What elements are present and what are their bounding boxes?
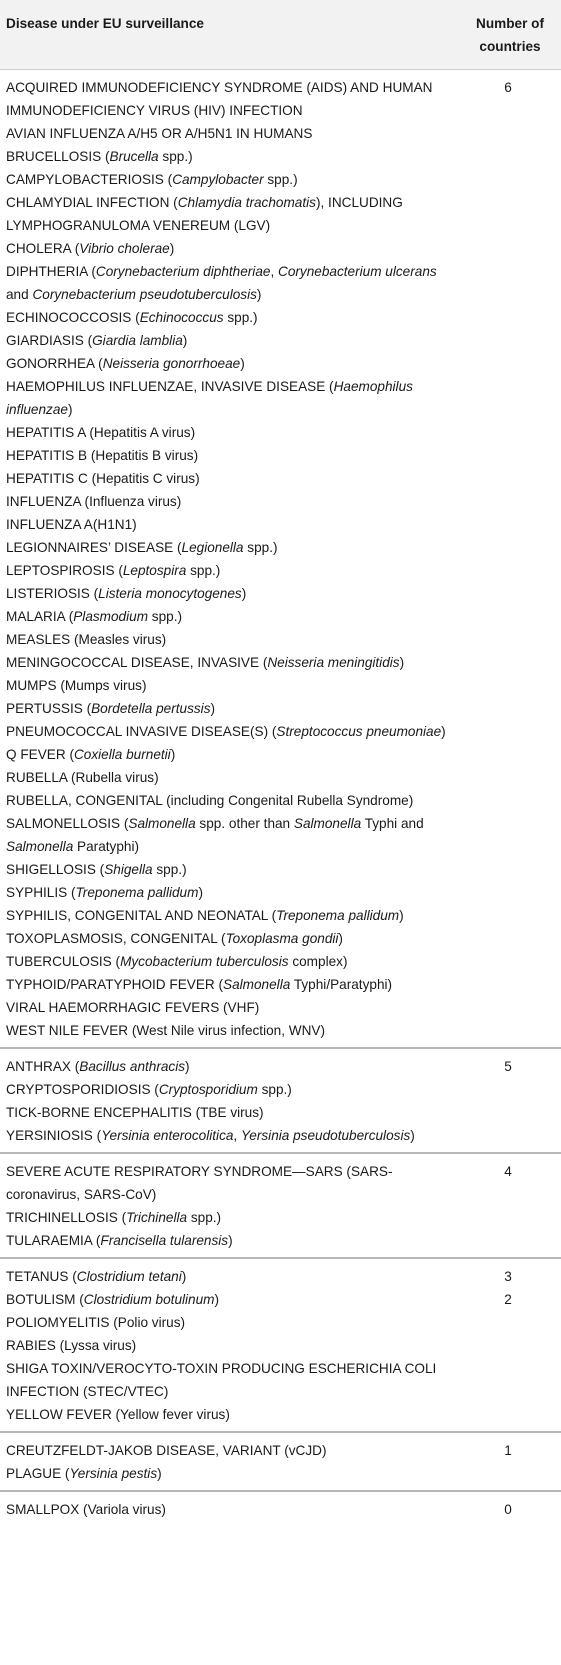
pathogen-name: Toxoplasma gondii xyxy=(225,931,339,946)
table-row xyxy=(0,1258,561,1288)
country-count xyxy=(459,467,561,490)
disease-cell xyxy=(0,168,459,191)
country-count xyxy=(459,1403,561,1432)
country-count xyxy=(459,858,561,881)
country-count xyxy=(459,743,561,766)
disease-text: BOTULISM ( xyxy=(6,1292,84,1307)
pathogen-name: Neisseria gonorrhoeae xyxy=(102,356,241,371)
table-row xyxy=(0,1311,561,1334)
disease-cell xyxy=(0,605,459,628)
disease-text: YELLOW FEVER (Yellow fever virus) xyxy=(6,1407,230,1422)
disease-text: SMALLPOX (Variola virus) xyxy=(6,1502,166,1517)
disease-cell xyxy=(0,720,459,743)
disease-cell xyxy=(0,513,459,536)
disease-text: ) xyxy=(214,1292,220,1307)
disease-text: ) xyxy=(399,908,404,923)
country-count xyxy=(459,352,561,375)
country-count xyxy=(459,237,561,260)
table-row xyxy=(0,1432,561,1462)
disease-cell xyxy=(0,421,459,444)
disease-cell xyxy=(0,260,459,306)
country-count xyxy=(459,904,561,927)
table-row xyxy=(0,1403,561,1432)
table-row xyxy=(0,306,561,329)
disease-text: spp.) xyxy=(187,1210,222,1225)
country-count xyxy=(459,697,561,720)
disease-text: HAEMOPHILUS INFLUENZAE, INVASIVE DISEASE ( xyxy=(6,379,334,394)
table-row xyxy=(0,651,561,674)
disease-text: ) xyxy=(256,287,262,302)
country-count: 0 xyxy=(504,1502,512,1517)
disease-text: TRICHINELLOSIS ( xyxy=(6,1210,127,1225)
pathogen-name: Yersinia pestis xyxy=(69,1466,158,1481)
table-row xyxy=(0,996,561,1019)
disease-text: TYPHOID/PARATYPHOID FEVER ( xyxy=(6,977,224,992)
disease-cell xyxy=(0,927,459,950)
pathogen-name: Plasmodium xyxy=(73,609,149,624)
table-row xyxy=(0,927,561,950)
disease-text: ) xyxy=(441,724,446,739)
table-row xyxy=(0,674,561,697)
disease-text: LISTERIOSIS ( xyxy=(6,586,99,601)
country-count xyxy=(459,260,561,306)
disease-text: RABIES (Lyssa virus) xyxy=(6,1338,137,1353)
country-count xyxy=(459,168,561,191)
table-row xyxy=(0,467,561,490)
disease-text: Q FEVER ( xyxy=(6,747,74,762)
table-row xyxy=(0,605,561,628)
disease-text: MALARIA ( xyxy=(6,609,74,624)
disease-text: TETANUS ( xyxy=(6,1269,77,1284)
disease-cell xyxy=(0,237,459,260)
disease-cell xyxy=(0,881,459,904)
pathogen-name: Salmonella xyxy=(223,977,291,992)
disease-text: ) xyxy=(182,333,188,348)
table-row xyxy=(0,444,561,467)
table-row xyxy=(0,789,561,812)
country-count xyxy=(459,996,561,1019)
pathogen-name: Clostridium botulinum xyxy=(83,1292,215,1307)
disease-text: ) xyxy=(410,1128,415,1143)
disease-cell xyxy=(0,904,459,927)
pathogen-name: Streptococcus pneumoniae xyxy=(276,724,442,739)
disease-cell xyxy=(0,1357,459,1403)
pathogen-name: Giardia lamblia xyxy=(92,333,183,348)
disease-cell xyxy=(0,674,459,697)
disease-text: SHIGELLOSIS ( xyxy=(6,862,105,877)
table-row xyxy=(0,1357,561,1403)
disease-text: VIRAL HAEMORRHAGIC FEVERS (VHF) xyxy=(6,1000,260,1015)
disease-text: RUBELLA (Rubella virus) xyxy=(6,770,159,785)
country-count xyxy=(459,1206,561,1229)
country-count xyxy=(459,720,561,743)
disease-text: TOXOPLASMOSIS, CONGENITAL ( xyxy=(6,931,226,946)
disease-cell xyxy=(0,1258,459,1288)
disease-cell xyxy=(0,1048,459,1078)
table-row xyxy=(0,973,561,996)
country-count xyxy=(459,628,561,651)
disease-cell xyxy=(0,490,459,513)
disease-text: spp.) xyxy=(152,862,187,877)
disease-text: GONORRHEA ( xyxy=(6,356,103,371)
pathogen-name: Legionella xyxy=(181,540,244,555)
disease-cell xyxy=(0,766,459,789)
disease-text: WEST NILE FEVER (West Nile virus infection, WNV) xyxy=(6,1023,326,1038)
disease-cell xyxy=(0,70,459,123)
disease-cell xyxy=(0,375,459,421)
disease-cell xyxy=(0,536,459,559)
disease-cell xyxy=(0,1432,459,1462)
disease-cell xyxy=(0,1019,459,1048)
disease-text: YERSINIOSIS ( xyxy=(6,1128,102,1143)
disease-text: CREUTZFELDT-JAKOB DISEASE, VARIANT (vCJD) xyxy=(6,1443,327,1458)
disease-text: spp. other than xyxy=(195,816,294,831)
disease-cell xyxy=(0,1206,459,1229)
disease-cell xyxy=(0,1229,459,1258)
disease-text: INFLUENZA A(H1N1) xyxy=(6,517,137,532)
country-count xyxy=(459,122,561,145)
disease-text: , xyxy=(270,264,279,279)
disease-text: PERTUSSIS ( xyxy=(6,701,92,716)
pathogen-name: Salmonella xyxy=(6,839,74,854)
table-header xyxy=(0,0,561,70)
country-count xyxy=(459,329,561,352)
country-count xyxy=(459,1124,561,1153)
disease-text: SYPHILIS, CONGENITAL AND NEONATAL ( xyxy=(6,908,277,923)
disease-text: ANTHRAX ( xyxy=(6,1059,80,1074)
country-count xyxy=(459,536,561,559)
disease-text: HEPATITIS C (Hepatitis C virus) xyxy=(6,471,200,486)
pathogen-name: Salmonella xyxy=(293,816,362,831)
country-count xyxy=(459,444,561,467)
table-row xyxy=(0,697,561,720)
country-count xyxy=(459,559,561,582)
disease-text: MENINGOCOCCAL DISEASE, INVASIVE ( xyxy=(6,655,268,670)
table-row xyxy=(0,1048,561,1078)
disease-text: ) xyxy=(170,747,176,762)
disease-text: ECHINOCOCCOSIS ( xyxy=(6,310,140,325)
disease-cell xyxy=(0,122,459,145)
disease-cell xyxy=(0,1124,459,1153)
disease-text: HEPATITIS B (Hepatitis B virus) xyxy=(6,448,199,463)
table-row xyxy=(0,812,561,858)
disease-text: RUBELLA, CONGENITAL (including Congenital Rubella Syndrome) xyxy=(6,793,414,808)
table-row xyxy=(0,122,561,145)
disease-text: SHIGA TOXIN/VEROCYTO-TOXIN PRODUCING ESCHERICHIA COLI INFECTION (STEC/VTEC) xyxy=(6,1361,437,1399)
table-row xyxy=(0,881,561,904)
country-count xyxy=(459,950,561,973)
pathogen-name: Bordetella pertussis xyxy=(91,701,211,716)
header-disease: Disease under EU surveillance xyxy=(6,16,204,31)
table-row xyxy=(0,260,561,306)
country-count xyxy=(459,1311,561,1334)
pathogen-name: Corynebacterium diphtheriae xyxy=(95,264,271,279)
disease-text: MEASLES (Measles virus) xyxy=(6,632,167,647)
table-row xyxy=(0,766,561,789)
group-1-countries xyxy=(0,1432,561,1491)
disease-text: GIARDIASIS ( xyxy=(6,333,93,348)
country-count xyxy=(459,490,561,513)
disease-cell xyxy=(0,1288,459,1311)
country-count xyxy=(459,375,561,421)
country-count xyxy=(459,973,561,996)
pathogen-name: Yersinia enterocolitica xyxy=(101,1128,234,1143)
table-row xyxy=(0,1462,561,1491)
group-4-countries xyxy=(0,1153,561,1258)
disease-text: PLAGUE ( xyxy=(6,1466,70,1481)
country-count xyxy=(459,306,561,329)
disease-cell xyxy=(0,444,459,467)
disease-cell xyxy=(0,191,459,237)
pathogen-name: Bacillus anthracis xyxy=(79,1059,186,1074)
disease-text: spp.) xyxy=(158,149,193,164)
table-row xyxy=(0,329,561,352)
table-row xyxy=(0,1153,561,1206)
country-count xyxy=(459,789,561,812)
table-row xyxy=(0,1078,561,1101)
pathogen-name: Corynebacterium pseudotuberculosis xyxy=(32,287,257,302)
disease-text: MUMPS (Mumps virus) xyxy=(6,678,147,693)
disease-text: CHOLERA ( xyxy=(6,241,80,256)
disease-cell xyxy=(0,950,459,973)
disease-cell xyxy=(0,973,459,996)
table-row xyxy=(0,168,561,191)
disease-text: SEVERE ACUTE RESPIRATORY SYNDROME—SARS (SARS-coronavirus, SARS-CoV) xyxy=(6,1164,393,1202)
disease-text: spp.) xyxy=(257,1082,292,1097)
country-count xyxy=(459,605,561,628)
country-count xyxy=(459,881,561,904)
pathogen-name: Yersinia pseudotuberculosis xyxy=(240,1128,411,1143)
pathogen-name: Echinococcus xyxy=(139,310,224,325)
country-count: 6 xyxy=(504,80,512,95)
disease-cell xyxy=(0,467,459,490)
country-count xyxy=(459,582,561,605)
disease-cell xyxy=(0,628,459,651)
table-row xyxy=(0,145,561,168)
country-count: 5 xyxy=(504,1059,512,1074)
pathogen-name: Vibrio cholerae xyxy=(79,241,170,256)
table-row xyxy=(0,352,561,375)
country-count xyxy=(459,927,561,950)
table-row xyxy=(0,1229,561,1258)
country-count xyxy=(459,766,561,789)
pathogen-name: Neisseria meningitidis xyxy=(267,655,400,670)
disease-cell xyxy=(0,743,459,766)
table-row xyxy=(0,375,561,421)
disease-text: ) xyxy=(399,655,405,670)
group-5-countries xyxy=(0,1048,561,1153)
disease-cell xyxy=(0,1101,459,1124)
pathogen-name: Francisella tularensis xyxy=(100,1233,229,1248)
table-row xyxy=(0,1124,561,1153)
country-count xyxy=(459,421,561,444)
table-row xyxy=(0,237,561,260)
table-row xyxy=(0,628,561,651)
table-row xyxy=(0,70,561,123)
country-count xyxy=(459,513,561,536)
table-row xyxy=(0,950,561,973)
disease-cell xyxy=(0,1403,459,1432)
country-count xyxy=(459,812,561,858)
disease-text: ) xyxy=(157,1466,162,1481)
disease-text: and xyxy=(6,287,33,302)
table-row xyxy=(0,191,561,237)
disease-cell xyxy=(0,1462,459,1491)
disease-text: ) xyxy=(338,931,343,946)
table-row xyxy=(0,536,561,559)
disease-cell xyxy=(0,582,459,605)
pathogen-name: Shigella xyxy=(104,862,153,877)
country-count xyxy=(459,191,561,237)
pathogen-name: Corynebacterium ulcerans xyxy=(278,264,437,279)
country-count: 3 xyxy=(504,1269,512,1284)
disease-text: Paratyphi) xyxy=(73,839,139,854)
disease-text: POLIOMYELITIS (Polio virus) xyxy=(6,1315,186,1330)
disease-cell xyxy=(0,812,459,858)
disease-text: ) xyxy=(240,356,245,371)
country-count xyxy=(459,1019,561,1048)
disease-cell xyxy=(0,858,459,881)
disease-text: ) xyxy=(185,1059,190,1074)
pathogen-name: Salmonella xyxy=(128,816,196,831)
pathogen-name: Mycobacterium tuberculosis xyxy=(120,954,289,969)
disease-text: TICK-BORNE ENCEPHALITIS (TBE virus) xyxy=(6,1105,264,1120)
disease-cell xyxy=(0,789,459,812)
disease-text: LEPTOSPIROSIS ( xyxy=(6,563,123,578)
disease-cell xyxy=(0,1153,459,1206)
disease-cell xyxy=(0,1078,459,1101)
disease-text: ) xyxy=(210,701,216,716)
disease-text: INFLUENZA (Influenza virus) xyxy=(6,494,182,509)
disease-text: spp.) xyxy=(223,310,258,325)
header-number-of-countries: Number of countries xyxy=(476,16,544,54)
disease-cell xyxy=(0,352,459,375)
group-3-countries xyxy=(0,1258,561,1432)
disease-cell xyxy=(0,996,459,1019)
country-count: 2 xyxy=(504,1292,512,1307)
disease-text: spp.) xyxy=(263,172,298,187)
disease-cell xyxy=(0,145,459,168)
table-row xyxy=(0,1288,561,1311)
table-row xyxy=(0,559,561,582)
header-row xyxy=(0,0,561,70)
disease-text: CHLAMYDIAL INFECTION ( xyxy=(6,195,178,210)
pathogen-name: Listeria monocytogenes xyxy=(98,586,242,601)
disease-text: spp.) xyxy=(148,609,183,624)
disease-text: DIPHTHERIA ( xyxy=(6,264,96,279)
table-row xyxy=(0,421,561,444)
disease-text: ) xyxy=(198,885,203,900)
disease-text: Typhi/Paratyphi) xyxy=(290,977,393,992)
country-count xyxy=(459,145,561,168)
country-count xyxy=(459,1078,561,1101)
pathogen-name: Leptospira xyxy=(122,563,187,578)
pathogen-name: Cryptosporidium xyxy=(158,1082,258,1097)
country-count xyxy=(459,651,561,674)
table-row xyxy=(0,1491,561,1526)
group-6-countries xyxy=(0,70,561,1049)
disease-text: ACQUIRED IMMUNODEFICIENCY SYNDROME (AIDS) AND HUMAN IMMUNODEFICIENCY VIRUS (HIV) INFECTION xyxy=(6,80,433,118)
disease-text: SYPHILIS ( xyxy=(6,885,76,900)
disease-text: ) xyxy=(169,241,175,256)
disease-text: spp.) xyxy=(186,563,221,578)
table-row xyxy=(0,513,561,536)
disease-text: HEPATITIS A (Hepatitis A virus) xyxy=(6,425,196,440)
table-row xyxy=(0,904,561,927)
pathogen-name: Haemophilus influenzae xyxy=(6,379,413,417)
country-count xyxy=(459,1462,561,1491)
pathogen-name: Clostridium tetani xyxy=(76,1269,182,1284)
country-count xyxy=(459,1334,561,1357)
disease-text: SALMONELLOSIS ( xyxy=(6,816,129,831)
table-row xyxy=(0,720,561,743)
country-count xyxy=(459,674,561,697)
country-count xyxy=(459,1229,561,1258)
disease-text: ) xyxy=(181,1269,187,1284)
country-count: 1 xyxy=(504,1443,512,1458)
disease-text: LEGIONNAIRES’ DISEASE ( xyxy=(6,540,182,555)
disease-text: AVIAN INFLUENZA A/H5 OR A/H5N1 IN HUMANS xyxy=(6,126,313,141)
table-row xyxy=(0,490,561,513)
disease-cell xyxy=(0,1491,459,1526)
disease-text: TULARAEMIA ( xyxy=(6,1233,101,1248)
country-count xyxy=(459,1357,561,1403)
disease-text: CAMPYLOBACTERIOSIS ( xyxy=(6,172,173,187)
disease-cell xyxy=(0,1311,459,1334)
pathogen-name: Chlamydia trachomatis xyxy=(177,195,316,210)
disease-cell xyxy=(0,306,459,329)
disease-text: ) xyxy=(67,402,73,417)
table-row xyxy=(0,1101,561,1124)
disease-text: , xyxy=(233,1128,241,1143)
country-count: 4 xyxy=(504,1164,512,1179)
disease-text: ), INCLUDING LYMPHOGRANULOMA VENEREUM (LGV) xyxy=(6,195,403,233)
table-row xyxy=(0,582,561,605)
disease-cell xyxy=(0,559,459,582)
pathogen-name: Campylobacter xyxy=(172,172,264,187)
disease-text: PNEUMOCOCCAL INVASIVE DISEASE(S) ( xyxy=(6,724,277,739)
disease-cell xyxy=(0,697,459,720)
table-row xyxy=(0,1334,561,1357)
pathogen-name: Treponema pallidum xyxy=(276,908,400,923)
disease-text: spp.) xyxy=(243,540,278,555)
disease-cell xyxy=(0,651,459,674)
pathogen-name: Coxiella burnetii xyxy=(73,747,171,762)
country-count xyxy=(459,1101,561,1124)
disease-text: BRUCELLOSIS ( xyxy=(6,149,110,164)
disease-text: CRYPTOSPORIDIOSIS ( xyxy=(6,1082,159,1097)
table-row xyxy=(0,743,561,766)
pathogen-name: Treponema pallidum xyxy=(75,885,199,900)
disease-text: ) xyxy=(228,1233,233,1248)
disease-cell xyxy=(0,329,459,352)
pathogen-name: Trichinella xyxy=(126,1210,188,1225)
disease-text: complex) xyxy=(288,954,348,969)
group-0-countries xyxy=(0,1491,561,1526)
disease-text: ) xyxy=(241,586,247,601)
table-row xyxy=(0,1206,561,1229)
pathogen-name: Brucella xyxy=(109,149,159,164)
table-row xyxy=(0,1019,561,1048)
disease-text: Typhi and xyxy=(361,816,424,831)
table-row xyxy=(0,858,561,881)
disease-text: TUBERCULOSIS ( xyxy=(6,954,121,969)
disease-cell xyxy=(0,1334,459,1357)
